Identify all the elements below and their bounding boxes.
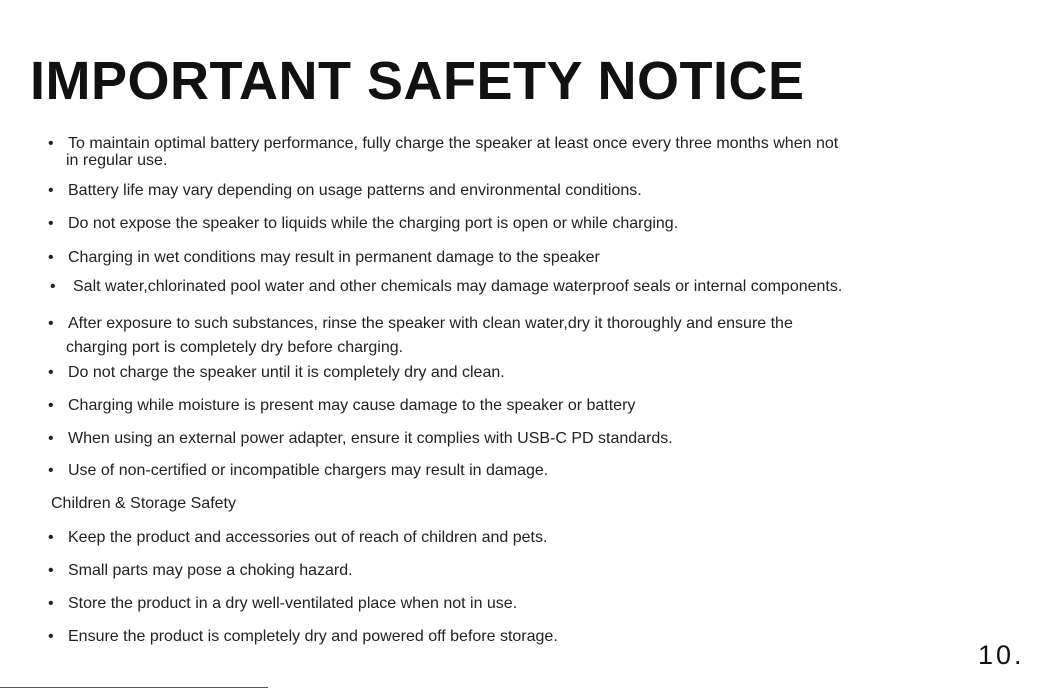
list-item-text: To maintain optimal battery performance, fully charge the speaker at least once every three months when not	[68, 135, 839, 152]
list-item-text: Salt water,chlorinated pool water and other chemicals may damage waterproof seals or internal components.	[73, 278, 843, 295]
bullet-icon: •	[48, 364, 54, 381]
list-item	[48, 430, 673, 447]
bullet-icon: •	[48, 397, 54, 414]
bullet-icon: •	[48, 529, 54, 546]
list-item	[50, 278, 842, 295]
bullet-icon: •	[48, 215, 54, 232]
list-item	[48, 562, 353, 579]
bullet-icon: •	[48, 430, 54, 447]
bullet-icon: •	[48, 562, 54, 579]
bullet-icon: •	[48, 182, 54, 199]
list-item	[48, 529, 547, 546]
page-number: 10.	[978, 640, 1025, 670]
list-item-text-continued: in regular use.	[66, 152, 168, 169]
list-item-text: Battery life may vary depending on usage patterns and environmental conditions.	[68, 182, 642, 199]
list-item-text: Ensure the product is completely dry and powered off before storage.	[68, 628, 558, 645]
bullet-icon: •	[48, 315, 54, 332]
list-item-text: Do not expose the speaker to liquids while the charging port is open or while charging.	[68, 215, 679, 232]
bullet-icon: •	[48, 462, 54, 479]
list-item	[48, 595, 517, 612]
bullet-icon: •	[48, 249, 54, 266]
page-title: IMPORTANT SAFETY NOTICE	[30, 51, 805, 111]
section-heading: Children & Storage Safety	[51, 495, 236, 512]
list-item	[48, 462, 548, 479]
list-item	[48, 182, 642, 199]
bullet-icon: •	[48, 628, 54, 645]
bullet-icon: •	[48, 595, 54, 612]
footer-rule	[0, 687, 268, 688]
list-item	[48, 215, 678, 232]
bullet-icon: •	[48, 135, 54, 152]
list-item-text: Do not charge the speaker until it is completely dry and clean.	[68, 364, 505, 381]
list-item	[48, 364, 505, 381]
list-item-text: When using an external power adapter, ensure it complies with USB-C PD standards.	[68, 430, 673, 447]
list-item-text: Keep the product and accessories out of reach of children and pets.	[68, 529, 548, 546]
list-item	[48, 397, 635, 414]
list-item-text: Charging in wet conditions may result in permanent damage to the speaker	[68, 249, 600, 266]
list-item-text: Charging while moisture is present may cause damage to the speaker or battery	[68, 397, 636, 414]
list-item	[48, 135, 948, 169]
list-item	[48, 249, 600, 266]
list-item-text: After exposure to such substances, rinse the speaker with clean water,dry it thoroughly and ensure the	[68, 315, 793, 332]
list-item-text-continued: charging port is completely dry before charging.	[66, 339, 404, 356]
list-item-text: Store the product in a dry well-ventilated place when not in use.	[68, 595, 518, 612]
list-item	[48, 628, 558, 645]
list-item	[48, 315, 948, 356]
list-item-text: Small parts may pose a choking hazard.	[68, 562, 353, 579]
bullet-icon: •	[50, 278, 56, 295]
list-item-text: Use of non-certified or incompatible chargers may result in damage.	[68, 462, 549, 479]
